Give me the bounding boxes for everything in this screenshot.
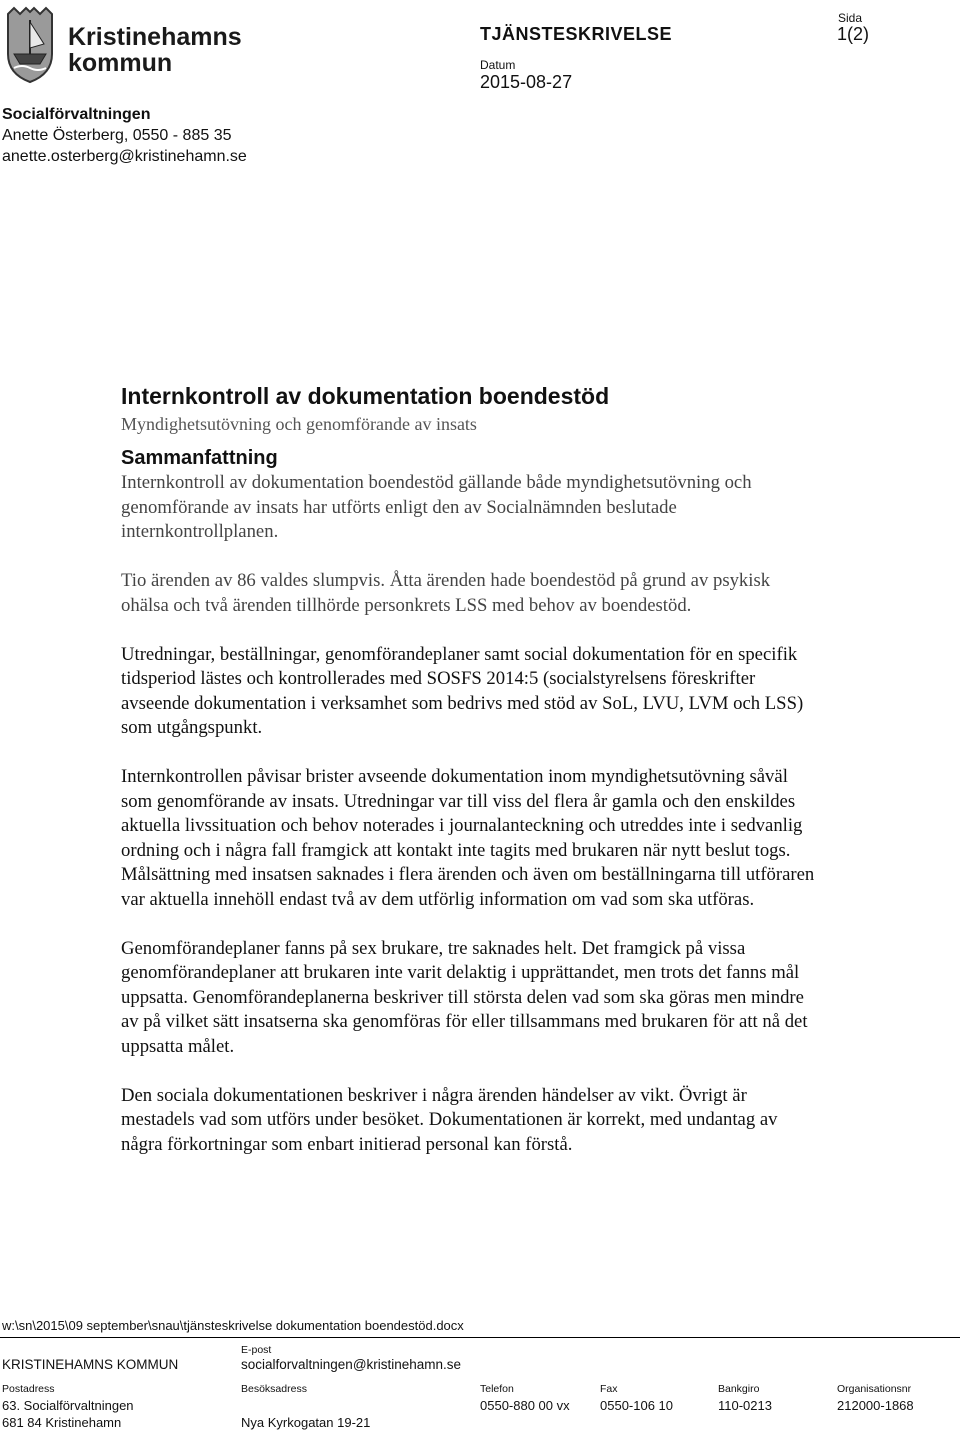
postal-line2: 681 84 Kristinehamn [2,1415,122,1430]
municipality-crest-icon [4,4,56,84]
paragraph: Internkontrollen påvisar brister avseende dokumentation inom myndighetsutövning såväl som genomförande av insats. Utredningar var till viss del flera år gamla och den enskildes aktuella livssituation och behov noterades i journalanteckning och utreddes inte i sedvanlig ordning och i några fall framgick att kontakt inte tagits med brukaren när nytt beslut togs. Målsättning med insatsen saknades i flera ärenden och även om beställningarna till utföraren var aktuella innehöll endast två av dem utförlig information om vad som ska utföras. [121,766,815,910]
orgnr-label: Organisationsnr [837,1383,912,1395]
postal-label: Postadress [2,1383,55,1395]
sender-contact: Anette Österberg, 0550 - 885 35 [2,127,232,144]
fax-value: 0550-106 10 [600,1398,674,1413]
bankgiro-value: 110-0213 [718,1398,772,1413]
date-label: Datum [480,58,516,72]
paragraph: Utredningar, beställningar, genomförandeplaner samt social dokumentation för en specifik tidsperiod lästes och kontrollerades med SOSFS 2014:5 (socialstyrelsens föreskrifter avseende dokumentation i verksamhet som bedrivs med stöd av SoL, LVU, LVM och LSS) som utgångspunkt. [121,643,804,738]
paragraph: Internkontroll av dokumentation boendestöd gällande både myndighetsutövning och genomförande av insats har utförts enligt den av Socialnämnden beslutade internkontrollplanen. [121,472,752,542]
email-label: E-post [241,1344,272,1356]
footer-divider [0,1337,960,1338]
sender-block [2,104,247,167]
org-logo-text: Kristinehamns kommun [68,23,242,77]
document-type: TJÄNSTESKRIVELSE [480,24,673,44]
date-value: 2015-08-27 [480,72,573,92]
page-number: 1(2) [837,24,870,44]
footer-email[interactable]: socialforvaltningen@kristinehamn.se [241,1357,462,1372]
orgnr-value: 212000-1868 [837,1398,914,1413]
visit-address: Nya Kyrkogatan 19-21 [241,1415,371,1430]
fax-label: Fax [600,1383,618,1395]
footer-org: KRISTINEHAMNS KOMMUN [2,1357,179,1372]
document-title: Internkontroll av dokumentation boendestöd [121,383,610,409]
paragraph: Genomförandeplaner fanns på sex brukare, tre saknades helt. Det framgick på vissa genomförandeplaner att brukaren inte varit delaktig i upprättandet, men trots det fanns mål uppsatta. Genomförandeplanerna beskriver till största delen vad som ska göras men mindre av på vilket sätt insatserna ska genomföras för eller tillsammans med brukaren för att nå det uppsatta målet. [121,937,808,1057]
page-label: Sida [838,11,863,25]
file-path: w:\sn\2015\09 september\snau\tjänsteskrivelse dokumentation boendestöd.docx [2,1318,464,1333]
sender-email[interactable]: anette.osterberg@kristinehamn.se [2,148,247,165]
sender-department: Socialförvaltningen [2,106,151,123]
phone-value: 0550-880 00 vx [480,1398,570,1413]
document-subtitle: Myndighetsutövning och genomförande av insats [121,414,477,434]
summary-heading: Sammanfattning [121,447,278,469]
phone-label: Telefon [480,1383,514,1395]
visit-label: Besöksadress [241,1383,307,1395]
paragraph: Den sociala dokumentationen beskriver i några ärenden händelser av vikt. Övrigt är mestadels vad som utförs under besöket. Dokumentationen är korrekt, med undantag av några förkortningar som enbart initierad personal kan förstå. [121,1084,778,1155]
bankgiro-label: Bankgiro [718,1383,760,1395]
postal-line1: 63. Socialförvaltningen [2,1398,134,1413]
document-body [121,382,821,1182]
paragraph: Tio ärenden av 86 valdes slumpvis. Åtta ärenden hade boendestöd på grund av psykisk ohälsa och två ärenden tillhörde personkrets LSS med behov av boendestöd. [121,570,771,616]
